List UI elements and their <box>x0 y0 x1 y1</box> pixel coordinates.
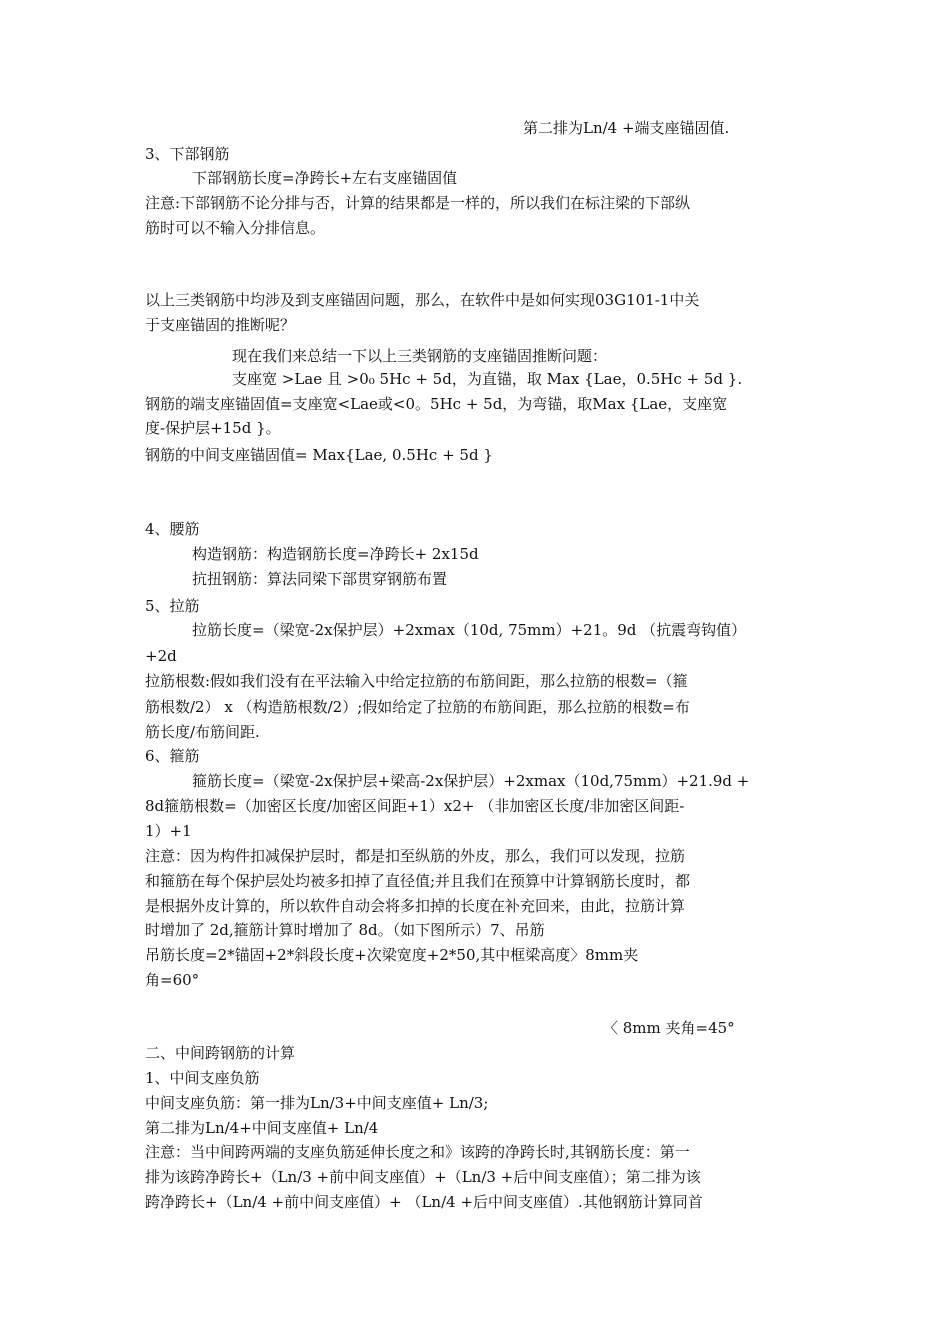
text-line: 〈 8mm 夹角=45° <box>603 1019 735 1037</box>
text-line: 注意：当中间跨两端的支座负筋延伸长度之和》该跨的净跨长时,其钢筋长度：第一 <box>145 1143 690 1161</box>
section-heading: 5、拉筋 <box>145 597 200 615</box>
text-line: 排为该跨净跨长+（Ln/3 +前中间支座值）+（Ln/3 +后中间支座值）；第二排为该 <box>145 1168 701 1186</box>
text-line: 第二排为Ln/4+中间支座值+ Ln/4 <box>145 1119 379 1137</box>
text-line: 钢筋的中间支座锚固值= Max{Lae, 0.5Hc + 5d } <box>145 446 493 464</box>
text-line: 8d箍筋根数=（加密区长度/加密区间距+1）x2+ （非加密区长度/非加密区间距- <box>145 797 685 815</box>
text-line: 和箍筋在每个保护层处均被多扣掉了直径值;并且我们在预算中计算钢筋长度时，都 <box>145 872 691 890</box>
text-line: 以上三类钢筋中均涉及到支座锚固问题，那么，在软件中是如何实现03G101-1中关 <box>145 291 700 309</box>
text-line: 是根据外皮计算的，所以软件自动会将多扣掉的长度在补充回来，由此，拉筋计算 <box>145 897 686 915</box>
text-line: 注意:下部钢筋不论分排与否，计算的结果都是一样的，所以我们在标注梁的下部纵 <box>145 194 691 212</box>
text-line: 箍筋长度=（梁宽-2x保护层+梁高-2x保护层）+2xmax（10d,75mm）+21.9d + <box>192 772 750 790</box>
text-line: +2d <box>145 647 177 665</box>
section-heading: 3、下部钢筋 <box>145 145 230 163</box>
text-line: 抗扭钢筋：算法同梁下部贯穿钢筋布置 <box>192 570 448 588</box>
text-line: 筋时可以不输入分排信息。 <box>145 219 326 237</box>
text-line: 度-保护层+15d }。 <box>145 419 281 437</box>
text-line: 于支座锚固的推断呢？ <box>145 316 296 334</box>
text-line: 注意：因为构件扣减保护层时，都是扣至纵筋的外皮，那么，我们可以发现，拉筋 <box>145 847 686 865</box>
text-line: 第二排为Ln/4 +端支座锚固值. <box>523 119 730 137</box>
text-line: 构造钢筋：构造钢筋长度=净跨长+ 2x15d <box>192 545 479 563</box>
text-line: 筋根数/2） x （构造筋根数/2）;假如给定了拉筋的布筋间距，那么拉筋的根数=布 <box>145 698 690 716</box>
text-line: 1）+1 <box>145 822 192 840</box>
text-line: 现在我们来总结一下以上三类钢筋的支座锚固推断问题： <box>232 347 608 365</box>
section-heading: 4、腰筋 <box>145 520 200 538</box>
section-heading: 6、箍筋 <box>145 747 200 765</box>
text-line: 拉筋根数:假如我们没有在平法输入中给定拉筋的布筋间距，那么拉筋的根数=（箍 <box>145 672 688 690</box>
text-line: 吊筋长度=2*锚固+2*斜段长度+次梁宽度+2*50,其中框梁高度〉8mm夹 <box>145 946 639 964</box>
text-line: 时增加了 2d,箍筋计算时增加了 8d。（如下图所示）7、吊筋 <box>145 921 545 939</box>
text-line: 中间支座负筋：第一排为Ln/3+中间支座值+ Ln/3; <box>145 1094 489 1112</box>
text-line: 支座宽 >Lae 且 >0₀ 5Hc + 5d，为直锚，取 Max {Lae，0.5Hc + 5d }. <box>232 370 743 388</box>
text-line: 角=60° <box>145 971 200 989</box>
text-line: 跨净跨长+（Ln/4 +前中间支座值）+ （Ln/4 +后中间支座值）.其他钢筋计算同首 <box>145 1193 703 1211</box>
section-heading: 二、中间跨钢筋的计算 <box>145 1044 296 1062</box>
section-heading: 1、中间支座负筋 <box>145 1069 260 1087</box>
text-line: 钢筋的端支座锚固值=支座宽<Lae或<0。5Hc + 5d，为弯锚，取Max {Lae，支座宽 <box>145 395 728 413</box>
text-line: 下部钢筋长度=净跨长+左右支座锚固值 <box>192 169 458 187</box>
text-line: 拉筋长度=（梁宽-2x保护层）+2xmax（10d, 75mm）+21。9d （抗震弯钩值） <box>192 621 747 639</box>
text-line: 筋长度/布筋间距. <box>145 723 260 741</box>
